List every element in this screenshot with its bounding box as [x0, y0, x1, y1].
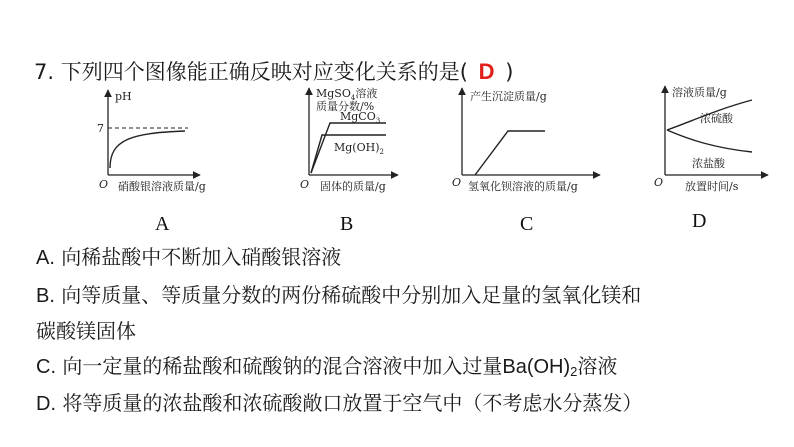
question-answer: D [478, 59, 495, 84]
graph-b-ylabel-2: 质量分数/% [316, 100, 375, 113]
option-a-text: 向稀盐酸中不断加入硝酸银溶液 [61, 245, 342, 269]
option-b-text-1: 向等质量、等质量分数的两份稀硫酸中分别加入足量的氢氧化镁和 [61, 283, 642, 307]
option-b-text-2: 碳酸镁固体 [36, 319, 136, 343]
option-d-letter: D. [36, 393, 56, 415]
option-d [36, 390, 642, 417]
option-c-formula: Ba(OH) [502, 356, 571, 378]
graph-d-caption: D [692, 210, 707, 230]
graph-d-label-h2so4: 浓硫酸 [700, 112, 733, 125]
graph-c-curve [475, 131, 545, 175]
graph-d-origin: O [654, 176, 664, 189]
graph-b-label-mgoh2: $Mg(OH)_2$ [334, 141, 384, 156]
graphs-svg [0, 80, 794, 230]
graph-d-curve-hcl [667, 130, 752, 152]
graph-d-ylabel: 溶液质量/g [672, 86, 727, 99]
graph-b [300, 86, 398, 230]
question-stem: 下列四个图像能正确反映对应变化关系的是( [60, 60, 468, 84]
option-c-text-post: 溶液 [577, 354, 618, 378]
graph-c-ylabel: 产生沉淀质量/g [470, 90, 547, 103]
option-b-line2 [36, 318, 136, 344]
option-c-letter: C. [36, 356, 56, 378]
graph-row [0, 80, 794, 230]
question-close: ) [505, 60, 514, 84]
graph-c-origin: O [452, 176, 462, 189]
graph-a-caption: A [155, 213, 170, 230]
graph-a-curve [110, 131, 185, 168]
graph-a-tick-7: 7 [97, 122, 104, 135]
graph-c-xlabel: 氢氧化钡溶液的质量/g [468, 180, 578, 193]
graph-d-xlabel: 放置时间/s [685, 180, 739, 193]
graph-b-ylabel-1: MgSO$_4$溶液 [316, 87, 378, 102]
option-c-formula-sub: 2 [570, 364, 578, 379]
option-d-text: 将等质量的浓盐酸和浓硫酸敞口放置于空气中（不考虑水分蒸发） [62, 391, 643, 415]
graph-a-xlabel: 硝酸银溶液质量/g [118, 180, 206, 193]
option-a-letter: A. [36, 247, 55, 269]
graph-a-ylabel: pH [115, 90, 132, 103]
option-c-text: 向一定量的稀盐酸和硫酸钠的混合溶液中加入过量 [62, 354, 503, 378]
graph-b-origin: O [300, 178, 310, 191]
option-b-letter: B. [36, 285, 55, 307]
graph-b-caption: B [340, 213, 354, 230]
graph-b-label-mgco3: MgCO$_3$ [340, 110, 381, 125]
graph-d-label-hcl: 浓盐酸 [692, 157, 725, 170]
graph-c [452, 88, 600, 230]
graph-a-origin: O [99, 178, 109, 191]
graph-a [97, 90, 206, 230]
option-a [36, 244, 341, 271]
graph-b-xlabel: 固体的质量/g [320, 180, 386, 193]
graph-d [654, 85, 768, 230]
option-b-line1 [36, 282, 641, 309]
option-c [36, 353, 617, 385]
graph-c-caption: C [520, 213, 534, 230]
question-number: 7. [34, 60, 55, 84]
